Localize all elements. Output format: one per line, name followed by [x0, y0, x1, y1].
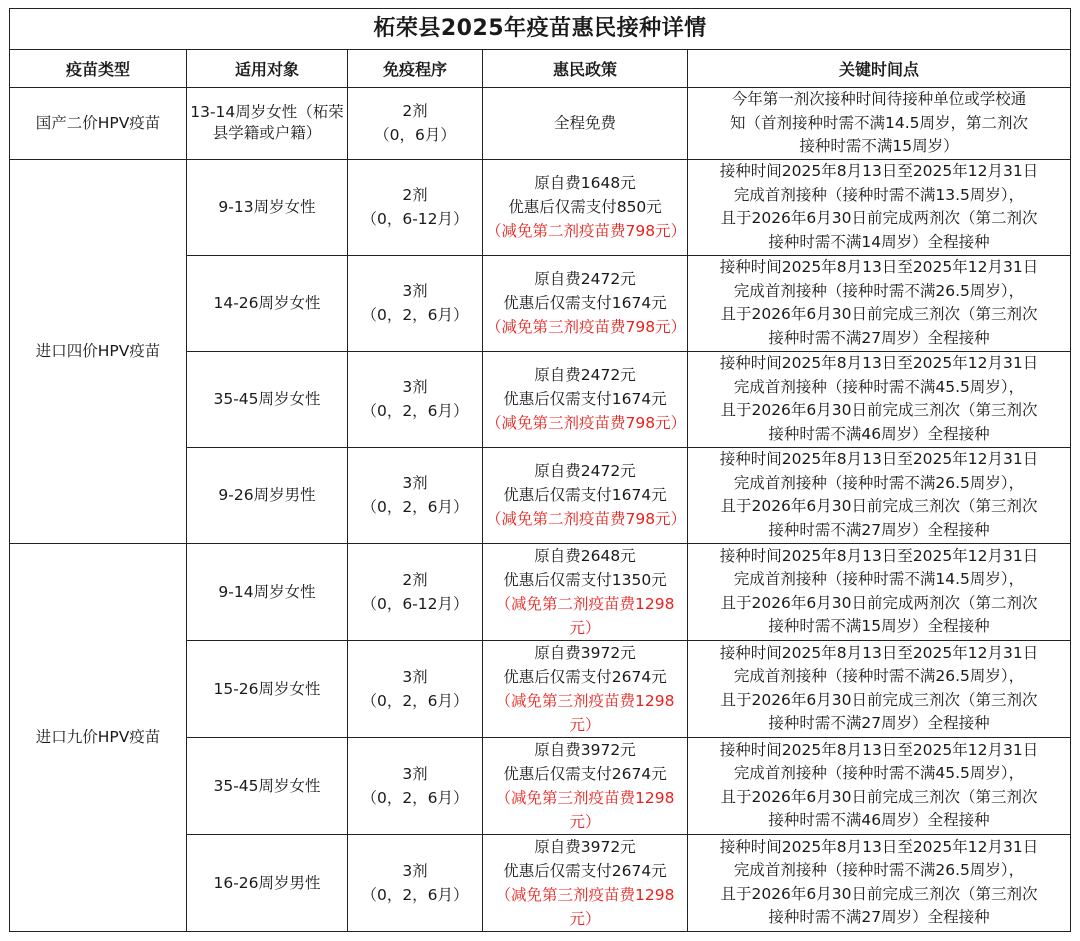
- policy-cell: [483, 640, 688, 737]
- discounted-price: 优惠后仅需支付1674元: [503, 486, 667, 504]
- time-line: 接种时需不满46周岁）全程接种: [768, 811, 990, 829]
- schedule-cell: [348, 640, 483, 737]
- time-line: 接种时需不满15周岁）全程接种: [768, 617, 990, 635]
- dose-schedule: （0，2，6月）: [361, 788, 469, 807]
- waiver-note: （减免第三剂疫苗费1298元）: [495, 885, 675, 928]
- time-line: 接种时间2025年8月13日至2025年12月31日: [719, 643, 1039, 662]
- original-price: 原自费3972元: [534, 643, 636, 662]
- dose-count: 2剂: [402, 186, 428, 204]
- dose-count: 3剂: [402, 282, 428, 300]
- vaccine-type-cell: 国产二价HPV疫苗: [10, 88, 187, 160]
- waiver-note: （减免第三剂疫苗费1298元）: [495, 788, 675, 831]
- target-cell: 13-14周岁女性（柘荣县学籍或户籍）: [187, 88, 348, 160]
- policy-cell: [483, 543, 688, 640]
- time-line: 接种时需不满27周岁）全程接种: [768, 520, 990, 539]
- dose-schedule: （0，2，6月）: [361, 306, 469, 324]
- dose-schedule: （0，6-12月）: [361, 594, 469, 613]
- time-line: 完成首剂接种（接种时需不满26.5周岁），: [733, 473, 1025, 492]
- original-price: 原自费2472元: [534, 462, 636, 480]
- dose-count: 3剂: [402, 861, 428, 880]
- header-key-time: 关键时间点: [688, 50, 1071, 88]
- policy-cell: [483, 351, 688, 447]
- vaccine-type-cell: 进口九价HPV疫苗: [10, 543, 187, 931]
- waiver-note: （减免第二剂疫苗费798元）: [486, 510, 687, 528]
- time-line: 完成首剂接种（接种时需不满14.5周岁），: [733, 570, 1025, 588]
- dose-count: 3剂: [402, 378, 428, 396]
- time-line: 接种时需不满27周岁）全程接种: [768, 328, 990, 347]
- discounted-price: 优惠后仅需支付2674元: [503, 764, 667, 783]
- original-price: 原自费2648元: [534, 546, 636, 565]
- schedule-cell: [348, 255, 483, 351]
- time-line: 完成首剂接种（接种时需不满26.5周岁），: [733, 861, 1025, 879]
- dose-schedule: （0，2，6月）: [361, 691, 469, 710]
- time-line: 知（首剂接种时需不满14.5周岁，第二剂次: [729, 113, 1028, 132]
- vaccine-type-cell: 进口四价HPV疫苗: [10, 159, 187, 543]
- time-line: 接种时间2025年8月13日至2025年12月31日: [719, 450, 1039, 468]
- time-cell: [688, 88, 1071, 160]
- dose-count: 2剂: [402, 570, 428, 589]
- dose-count: 3剂: [402, 474, 428, 492]
- table-title: 柘荣县2025年疫苗惠民接种详情: [10, 9, 1071, 50]
- time-cell: [688, 834, 1071, 931]
- time-cell: [688, 640, 1071, 737]
- time-line: 完成首剂接种（接种时需不满26.5周岁），: [733, 667, 1025, 685]
- schedule-cell: [348, 737, 483, 834]
- time-cell: [688, 447, 1071, 543]
- discounted-price: 优惠后仅需支付2674元: [503, 667, 667, 686]
- time-line: 接种时需不满27周岁）全程接种: [768, 908, 990, 926]
- table-row: [10, 159, 1071, 255]
- header-policy: 惠民政策: [483, 50, 688, 88]
- time-line: 且于2026年6月30日前完成三剂次（第三剂次: [720, 884, 1038, 903]
- original-price: 原自费2472元: [534, 366, 636, 384]
- original-price: 原自费3972元: [534, 740, 636, 759]
- waiver-note: （减免第二剂疫苗费1298元）: [495, 594, 675, 637]
- policy-cell: [483, 255, 688, 351]
- policy-cell: 全程免费: [483, 88, 688, 160]
- discounted-price: 优惠后仅需支付1674元: [503, 294, 667, 312]
- dose-schedule: （0，2，6月）: [361, 885, 469, 904]
- time-line: 且于2026年6月30日前完成三剂次（第三剂次: [720, 787, 1038, 806]
- policy-cell: [483, 834, 688, 931]
- discounted-price: 优惠后仅需支付1674元: [503, 390, 667, 408]
- time-line: 且于2026年6月30日前完成三剂次（第三剂次: [720, 690, 1038, 709]
- target-cell: 9-14周岁女性: [187, 543, 348, 640]
- schedule-cell: [348, 88, 483, 160]
- discounted-price: 优惠后仅需支付850元: [508, 198, 662, 216]
- time-line: 且于2026年6月30日前完成三剂次（第三剂次: [720, 497, 1038, 515]
- time-line: 接种时间2025年8月13日至2025年12月31日: [719, 837, 1039, 856]
- policy-cell: [483, 737, 688, 834]
- target-cell: 9-26周岁男性: [187, 447, 348, 543]
- time-line: 且于2026年6月30日前完成三剂次（第三剂次: [720, 401, 1038, 419]
- schedule-cell: [348, 834, 483, 931]
- discounted-price: 优惠后仅需支付2674元: [503, 861, 667, 880]
- time-line: 接种时间2025年8月13日至2025年12月31日: [719, 258, 1039, 276]
- header-target: 适用对象: [187, 50, 348, 88]
- time-line: 完成首剂接种（接种时需不满26.5周岁），: [733, 281, 1025, 300]
- target-cell: 35-45周岁女性: [187, 351, 348, 447]
- target-cell: 15-26周岁女性: [187, 640, 348, 737]
- time-line: 且于2026年6月30日前完成两剂次（第二剂次: [720, 209, 1038, 227]
- dose-schedule: （0，2，6月）: [361, 402, 469, 420]
- waiver-note: （减免第三剂疫苗费1298元）: [495, 691, 675, 734]
- waiver-note: （减免第三剂疫苗费798元）: [486, 318, 687, 336]
- time-line: 完成首剂接种（接种时需不满13.5周岁），: [733, 185, 1025, 204]
- target-cell: 16-26周岁男性: [187, 834, 348, 931]
- time-line: 且于2026年6月30日前完成三剂次（第三剂次: [720, 305, 1038, 323]
- time-line: 接种时间2025年8月13日至2025年12月31日: [719, 740, 1039, 759]
- dose-count: 3剂: [402, 667, 428, 686]
- time-line: 接种时间2025年8月13日至2025年12月31日: [719, 546, 1039, 565]
- time-line: 完成首剂接种（接种时需不满45.5周岁），: [733, 764, 1025, 782]
- target-cell: 14-26周岁女性: [187, 255, 348, 351]
- time-line: 接种时需不满14周岁）全程接种: [768, 232, 990, 251]
- vaccine-table: [9, 8, 1071, 932]
- time-cell: [688, 737, 1071, 834]
- time-line: 接种时需不满46周岁）全程接种: [768, 424, 990, 443]
- policy-cell: [483, 447, 688, 543]
- time-line: 今年第一剂次接种时间待接种单位或学校通: [731, 90, 1027, 108]
- waiver-note: （减免第二剂疫苗费798元）: [486, 222, 687, 240]
- time-line: 接种时间2025年8月13日至2025年12月31日: [719, 162, 1039, 180]
- time-cell: [688, 543, 1071, 640]
- table-row: [10, 88, 1071, 160]
- dose-schedule: （0，6-12月）: [361, 210, 469, 228]
- schedule-cell: [348, 159, 483, 255]
- target-cell: 9-13周岁女性: [187, 159, 348, 255]
- time-line: 接种时间2025年8月13日至2025年12月31日: [719, 354, 1039, 372]
- original-price: 原自费3972元: [534, 837, 636, 856]
- header-row: [10, 50, 1071, 88]
- time-line: 完成首剂接种（接种时需不满45.5周岁），: [733, 377, 1025, 396]
- original-price: 原自费2472元: [534, 270, 636, 288]
- time-cell: [688, 159, 1071, 255]
- dose-schedule: （0，2，6月）: [361, 498, 469, 516]
- waiver-note: （减免第三剂疫苗费798元）: [486, 414, 687, 432]
- schedule-cell: [348, 447, 483, 543]
- time-line: 接种时需不满15周岁）: [799, 137, 959, 155]
- schedule-cell: [348, 351, 483, 447]
- schedule-cell: [348, 543, 483, 640]
- dose-count: 3剂: [402, 764, 428, 783]
- table-row: [10, 543, 1071, 640]
- target-cell: 35-45周岁女性: [187, 737, 348, 834]
- header-schedule: 免疫程序: [348, 50, 483, 88]
- dose-count: 2剂: [402, 102, 428, 121]
- time-cell: [688, 255, 1071, 351]
- original-price: 原自费1648元: [534, 174, 636, 192]
- time-cell: [688, 351, 1071, 447]
- header-vaccine-type: 疫苗类型: [10, 50, 187, 88]
- dose-schedule: （0，6月）: [374, 126, 456, 145]
- time-line: 接种时需不满27周岁）全程接种: [768, 714, 990, 732]
- policy-cell: [483, 159, 688, 255]
- discounted-price: 优惠后仅需支付1350元: [503, 570, 667, 589]
- time-line: 且于2026年6月30日前完成两剂次（第二剂次: [720, 593, 1038, 612]
